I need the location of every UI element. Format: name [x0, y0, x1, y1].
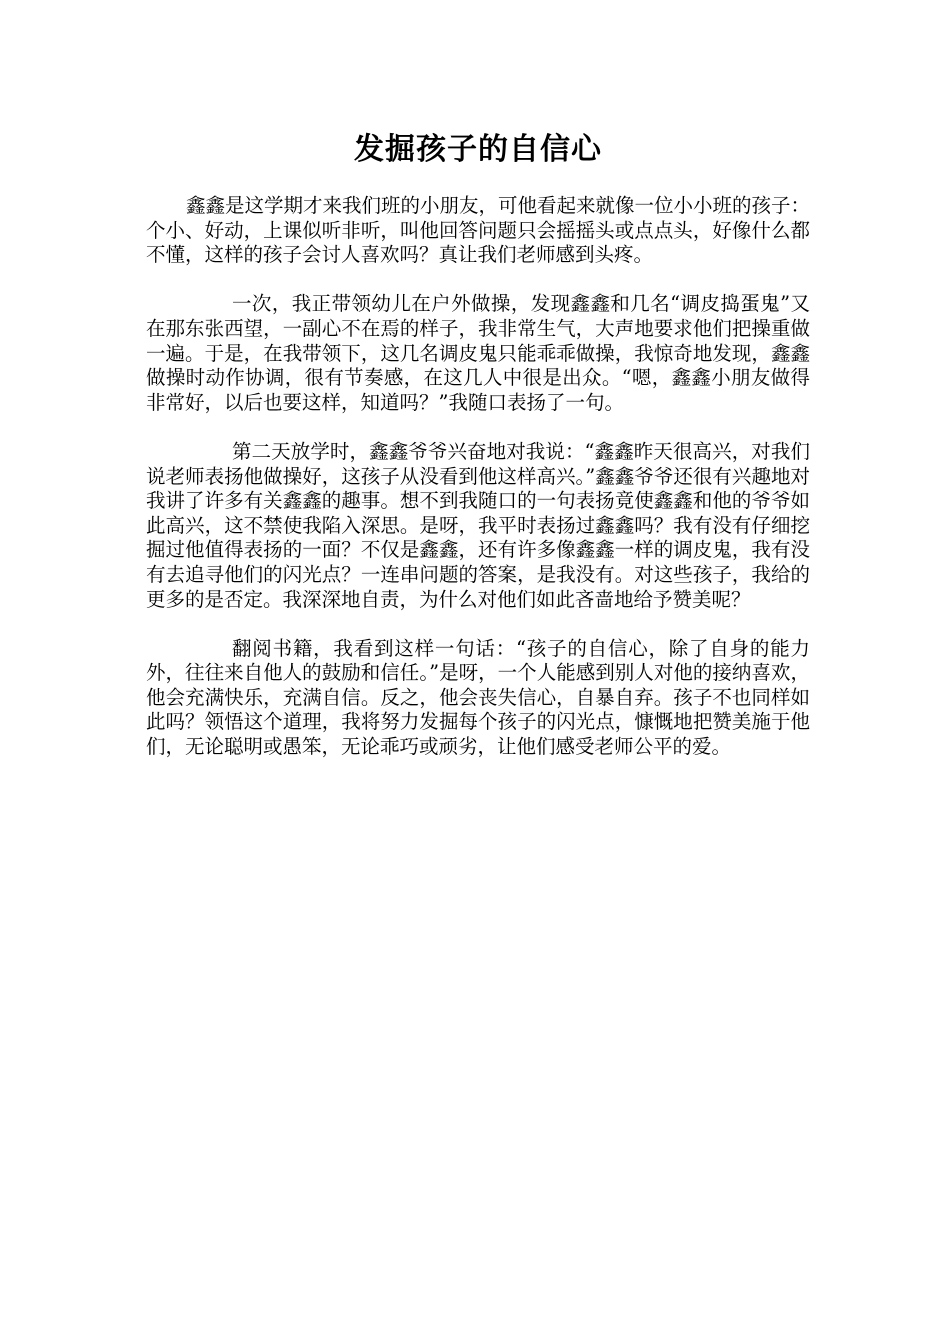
paragraph-2: 一次，我正带领幼儿在户外做操，发现鑫鑫和几名“调皮捣蛋鬼”又在那东张西望，一副心不在焉的样子，我非常生气，大声地要求他们把操重做一遍。于是，在我带领下，这几名调皮鬼只能乖乖做操，我惊奇地发现，鑫鑫做操时动作协调，很有节奏感，在这几人中很是出众。“嗯，鑫鑫小朋友做得非常好，以后也要这样，知道吗？”我随口表扬了一句。: [146, 292, 810, 414]
document-title: 发掘孩子的自信心: [354, 132, 602, 167]
document-body: [146, 128, 810, 784]
paragraph-1: 鑫鑫是这学期才来我们班的小朋友，可他看起来就像一位小小班的孩子：个小、好动，上课似听非听，叫他回答问题只会摇摇头或点点头，好像什么都不懂，这样的孩子会讨人喜欢吗？真让我们老师感到头疼。: [146, 194, 811, 267]
paragraph-4: 翻阅书籍，我看到这样一句话：“孩子的自信心，除了自身的能力外，往往来自他人的鼓励和信任。”是呀，一个人能感到别人对他的接纳喜欢，他会充满快乐，充满自信。反之，他会丧失信心，自暴自弃。孩子不也同样如此吗？领悟这个道理，我将努力发掘每个孩子的闪光点，慷慨地把赞美施于他们，无论聪明或愚笨，无论乖巧或顽劣，让他们感受老师公平的爱。: [146, 636, 810, 759]
paragraph-3: 第二天放学时，鑫鑫爷爷兴奋地对我说：“鑫鑫昨天很高兴，对我们说老师表扬他做操好，这孩子从没看到他这样高兴。”鑫鑫爷爷还很有兴趣地对我讲了许多有关鑫鑫的趣事。想不到我随口的一句表扬竟使鑫鑫和他的爷爷如此高兴，这不禁使我陷入深思。是呀，我平时表扬过鑫鑫吗？我有没有仔细挖掘过他值得表扬的一面？不仅是鑫鑫，还有许多像鑫鑫一样的调皮鬼，我有没有去追寻他们的闪光点？一连串问题的答案，是我没有。对这些孩子，我给的更多的是否定。我深深地自责，为什么对他们如此吝啬地给予赞美呢？: [146, 439, 810, 611]
